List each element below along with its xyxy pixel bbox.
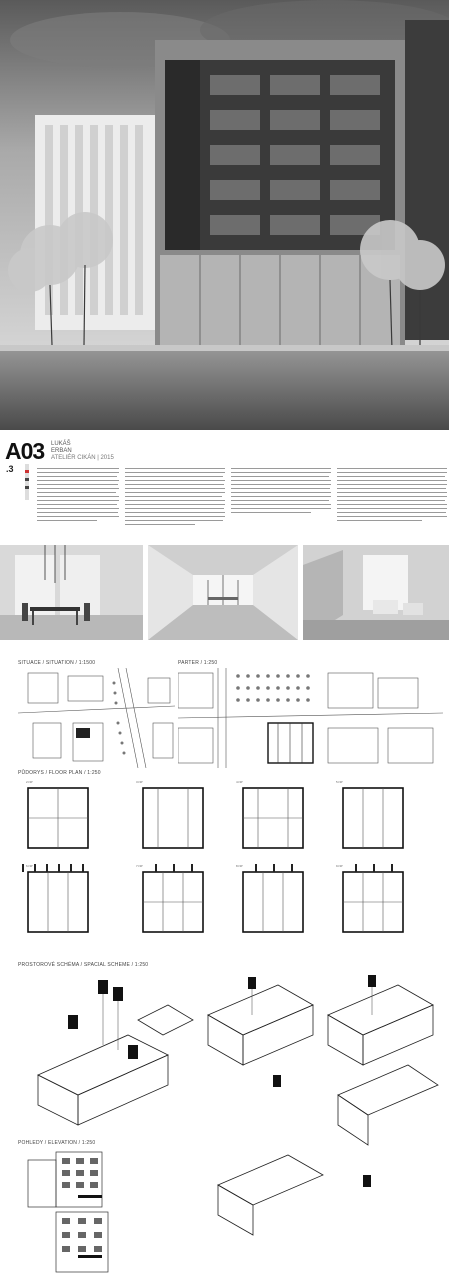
description-text (37, 468, 449, 538)
author-last-name: ERBAN (51, 448, 72, 454)
interior-render-dining (0, 545, 143, 640)
section-title-floor-plan: PŮDORYS / FLOOR PLAN / 1:250 (18, 770, 101, 776)
hero-render (0, 0, 449, 430)
interior-render-living (303, 545, 449, 640)
floor-plans-grid (18, 780, 438, 950)
floor-label: 6.NP (26, 864, 33, 868)
floor-label: 9.NP (336, 864, 343, 868)
author-first-name: LUKÁŠ (51, 441, 71, 447)
parter-plan (178, 668, 443, 768)
section-title-situation: SITUACE / SITUATION / 1:1500 (18, 660, 96, 666)
section-illustration (22, 464, 32, 500)
sheet-number: .3 (6, 464, 14, 474)
floor-label: 2.NP (26, 780, 33, 784)
elevation-drawings (18, 1150, 188, 1275)
section-title-parter: PARTER / 1:250 (178, 660, 218, 666)
studio-year: ATELIÉR CIKÁN | 2015 (51, 455, 114, 461)
section-title-elevation: POHLEDY / ELEVATION / 1:250 (18, 1140, 96, 1146)
section-title-spatial-scheme: PROSTOROVÉ SCHÉMA / SPACIAL SCHEME / 1:250 (18, 962, 149, 968)
floor-label: 5.NP (336, 780, 343, 784)
floor-label: 4.NP (236, 780, 243, 784)
situation-plan (18, 668, 175, 768)
floor-label: 3.NP (136, 780, 143, 784)
interior-render-hall (148, 545, 298, 640)
project-code: A03 (5, 438, 45, 464)
floor-label: 7.NP (136, 864, 143, 868)
floor-label: 8.NP (236, 864, 243, 868)
